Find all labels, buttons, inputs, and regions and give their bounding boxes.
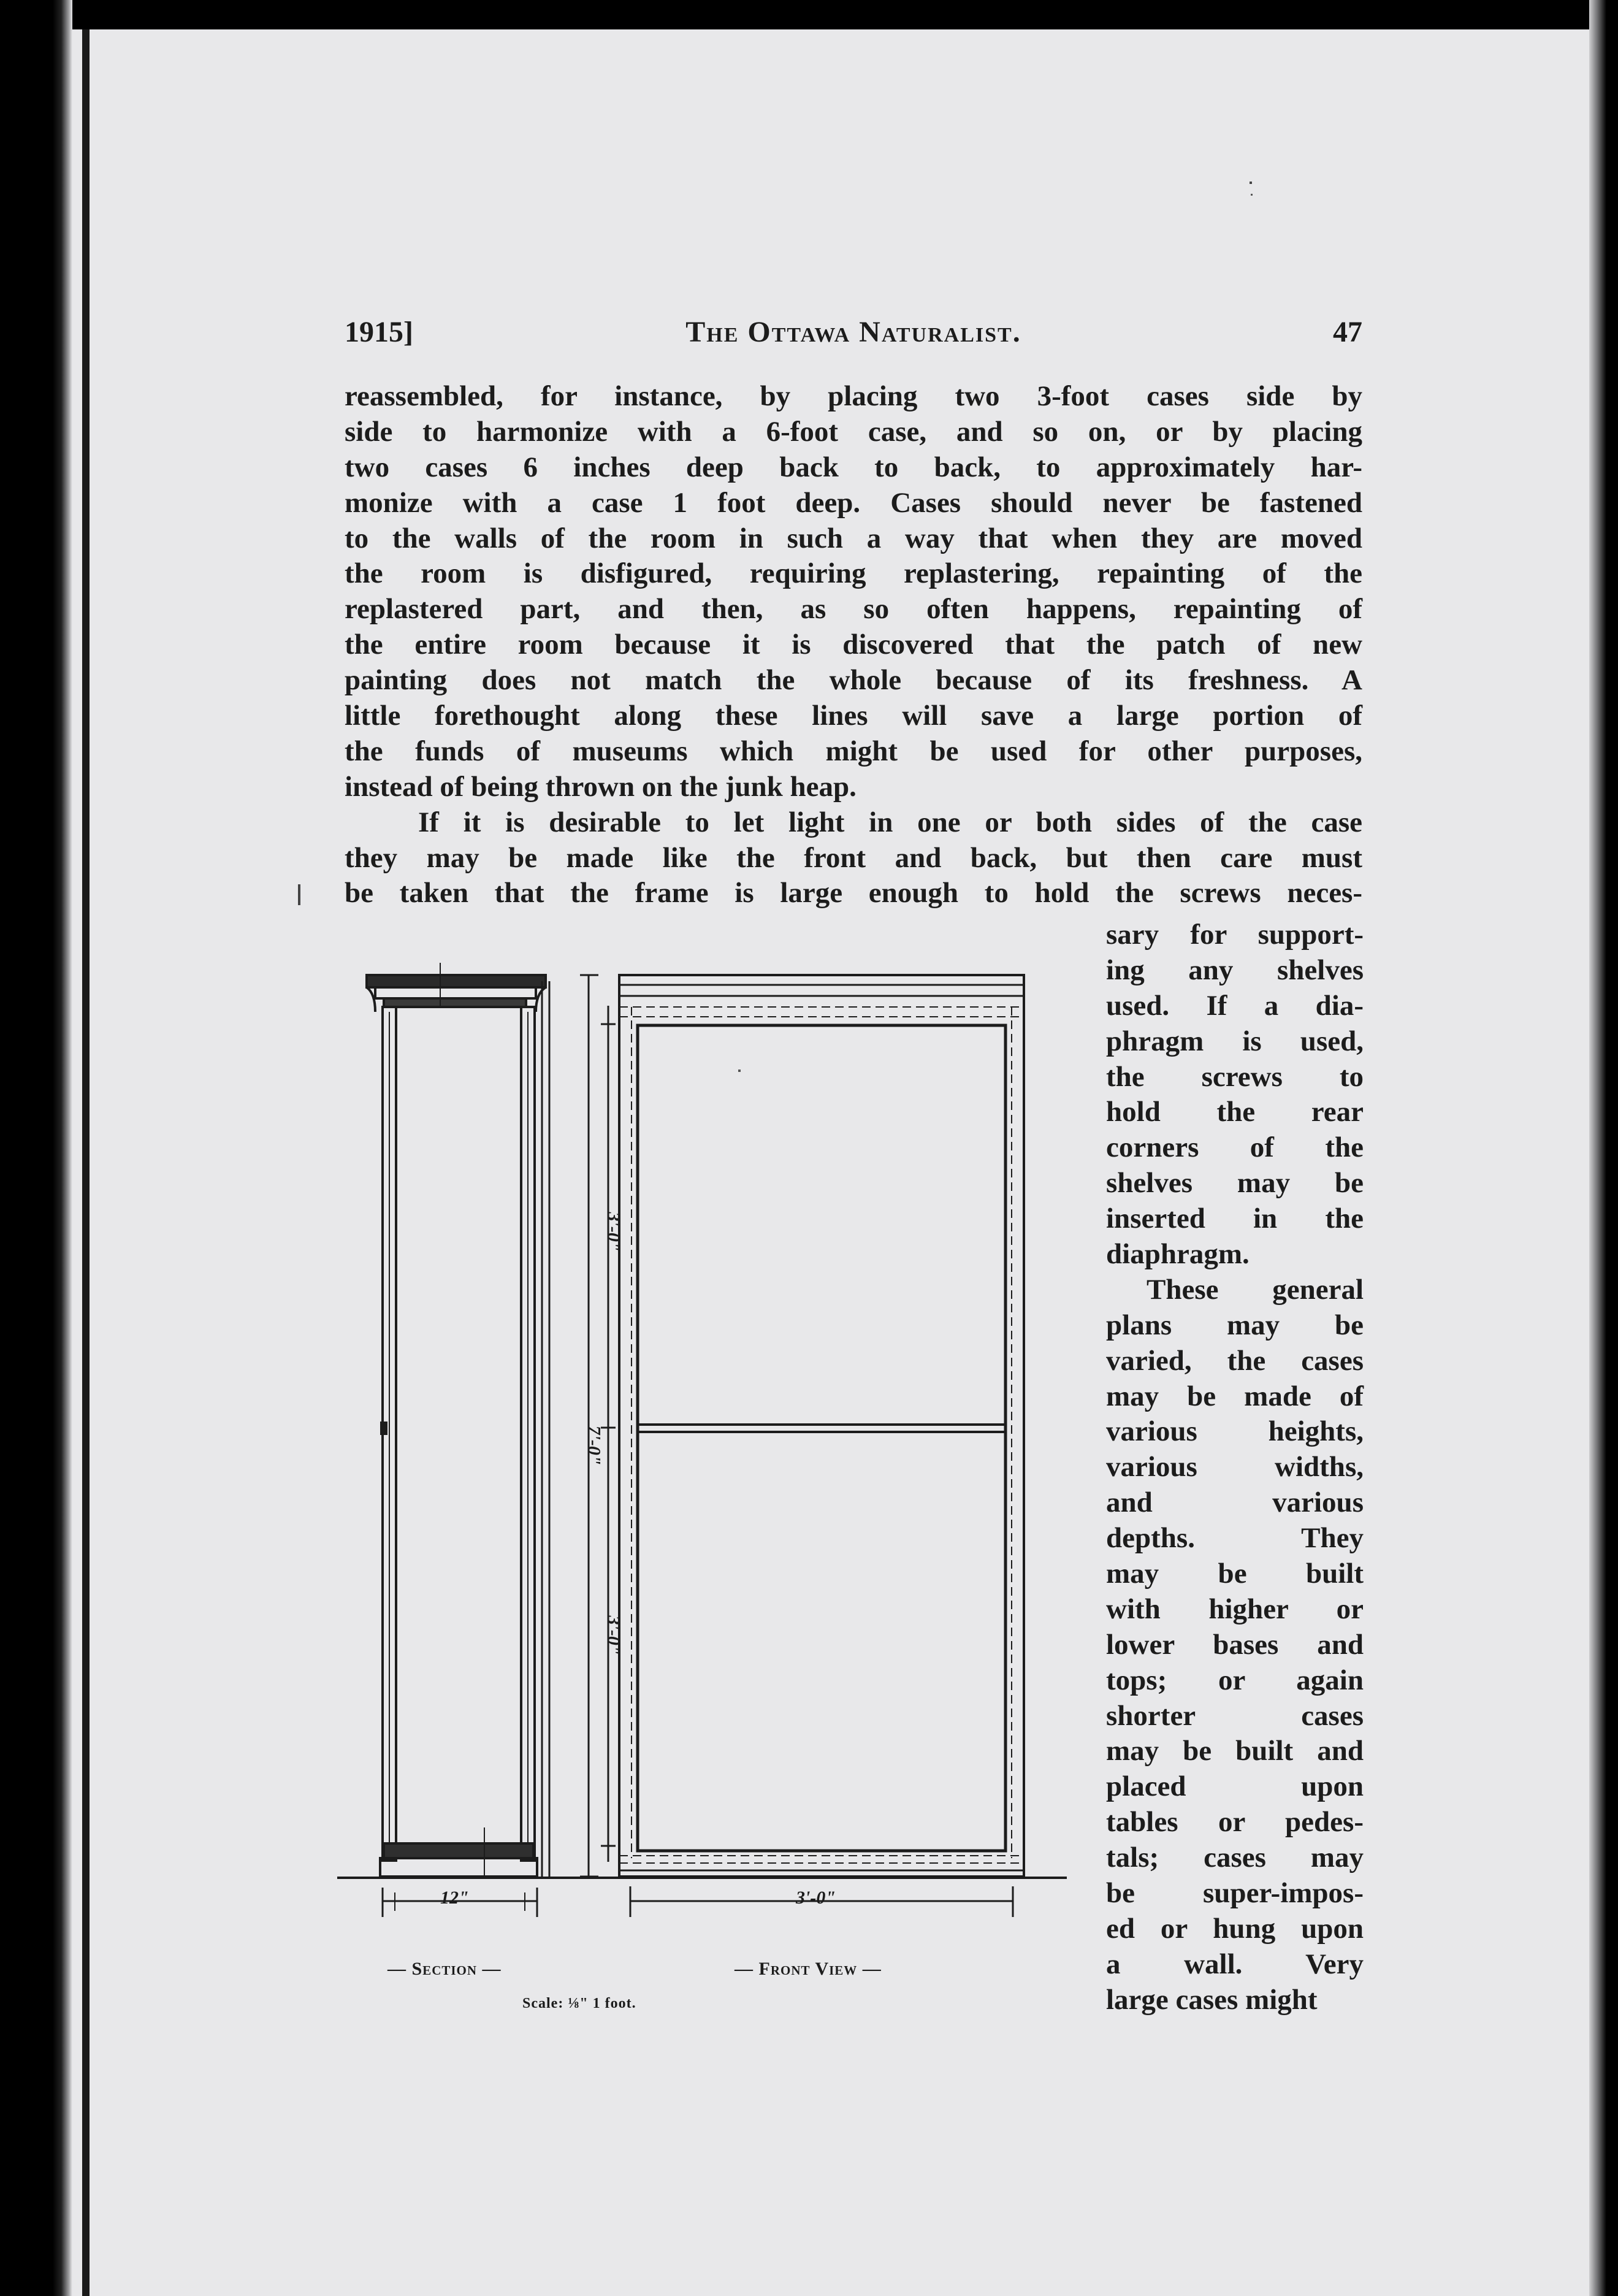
text-line: various widths, <box>1106 1451 1364 1483</box>
text-line: they may be made like the front and back, but then care must <box>345 841 1362 874</box>
text-line: ed or hung upon <box>1106 1912 1364 1945</box>
text-line: tables or pedes- <box>1106 1806 1364 1839</box>
text-line: tals; cases may <box>1106 1842 1364 1874</box>
scan-speck <box>1251 194 1253 196</box>
text-line: used. If a dia- <box>1106 989 1364 1022</box>
section-cornice <box>367 975 546 987</box>
lower-panel-height-label: 3'-0" <box>603 1615 624 1656</box>
text-line: with higher or <box>1106 1593 1364 1625</box>
text-line: hold the rear <box>1106 1096 1364 1128</box>
section-view <box>367 975 549 1877</box>
section-top-band <box>384 998 526 1007</box>
page-number: 47 <box>1333 316 1362 348</box>
section-molding-right <box>536 987 546 1012</box>
text-line: large cases might <box>1106 1983 1318 2016</box>
text-line-paragraph-start: These general <box>1147 1273 1364 1306</box>
text-line: instead of being thrown on the junk heap. <box>345 770 857 803</box>
margin-mark <box>298 884 300 905</box>
section-bottom-rail <box>384 1843 533 1858</box>
section-top-rail <box>375 987 536 998</box>
text-line: sary for support- <box>1106 919 1364 951</box>
running-head <box>345 315 1362 358</box>
body-text-beside-figure <box>1106 917 1364 2018</box>
text-line: be taken that the frame is large enough to hold the screws neces- <box>345 877 1362 909</box>
text-line: diaphragm. <box>1106 1238 1250 1271</box>
text-line: lower bases and <box>1106 1628 1364 1661</box>
text-line: painting does not match the whole because of its freshness. A <box>345 664 1362 697</box>
scan-top-edge <box>0 0 1618 29</box>
text-line: little forethought along these lines will save a large portion of <box>345 700 1362 732</box>
text-line: various heights, <box>1106 1415 1364 1448</box>
section-molding-left <box>367 987 375 1012</box>
scan-right-edge <box>1589 0 1618 2296</box>
text-line: the entire room because it is discovered that the patch of new <box>345 629 1362 661</box>
front-view <box>619 975 1024 1877</box>
text-line: placed upon <box>1106 1770 1364 1803</box>
text-line: monize with a case 1 foot deep. Cases should never be fastened <box>345 486 1362 519</box>
text-line: depths. They <box>1106 1522 1364 1555</box>
text-line: may be built <box>1106 1558 1364 1590</box>
text-line: be super-impos- <box>1106 1877 1364 1910</box>
section-shelf-pin <box>381 1423 386 1434</box>
text-line: two cases 6 inches deep back to back, to approximately har- <box>345 451 1362 483</box>
text-line: inserted in the <box>1106 1203 1364 1235</box>
text-line: tops; or again <box>1106 1664 1364 1696</box>
text-line: replastered part, and then, as so often happens, repainting of <box>345 593 1362 626</box>
section-base <box>380 1858 537 1877</box>
text-line: phragm is used, <box>1106 1025 1364 1057</box>
scan-speck <box>1250 182 1252 184</box>
overall-height-label: 7'-0" <box>584 1425 605 1466</box>
text-line: to the walls of the room in such a way that when they are moved <box>345 522 1362 554</box>
section-caption: — Section — <box>387 1959 502 1979</box>
text-line: the room is disfigured, requiring replastering, repainting of the <box>345 557 1362 590</box>
text-line: and various <box>1106 1487 1364 1519</box>
front-width-label: 3'-0" <box>796 1888 836 1908</box>
text-line: plans may be <box>1106 1309 1364 1341</box>
running-head-title: The Ottawa Naturalist. <box>685 316 1021 348</box>
text-line: shelves may be <box>1106 1167 1364 1200</box>
scale-note: Scale: ⅛" 1 foot. <box>522 1996 636 2011</box>
text-line: reassembled, for instance, by placing two 3-foot cases side by <box>345 380 1362 412</box>
text-line: side to harmonize with a 6-foot case, and so on, or by placing <box>345 415 1362 448</box>
display-case-drawing <box>331 957 1091 2036</box>
text-line: the screws to <box>1106 1060 1364 1093</box>
scan-left-edge <box>0 0 72 2296</box>
front-view-caption: — Front View — <box>735 1959 882 1979</box>
section-width-label: 12" <box>440 1888 469 1908</box>
upper-panel-height-label: 3'-0" <box>603 1212 624 1252</box>
text-line: ing any shelves <box>1106 954 1364 986</box>
text-line-paragraph-start: If it is desirable to let light in one or both sides of the case <box>418 806 1362 838</box>
text-line: varied, the cases <box>1106 1344 1364 1377</box>
text-line: shorter cases <box>1106 1699 1364 1732</box>
body-text-full-width <box>345 379 1362 911</box>
front-glass-panel <box>638 1025 1006 1851</box>
text-line: may be made of <box>1106 1380 1364 1412</box>
text-line: corners of the <box>1106 1131 1364 1164</box>
text-line: the funds of museums which might be used for other purposes, <box>345 735 1362 767</box>
book-gutter <box>82 29 90 2296</box>
running-head-year: 1915] <box>345 316 413 348</box>
case-drawing-svg <box>331 957 1091 2036</box>
text-line: a wall. Very <box>1106 1948 1364 1980</box>
text-line: may be built and <box>1106 1735 1364 1767</box>
